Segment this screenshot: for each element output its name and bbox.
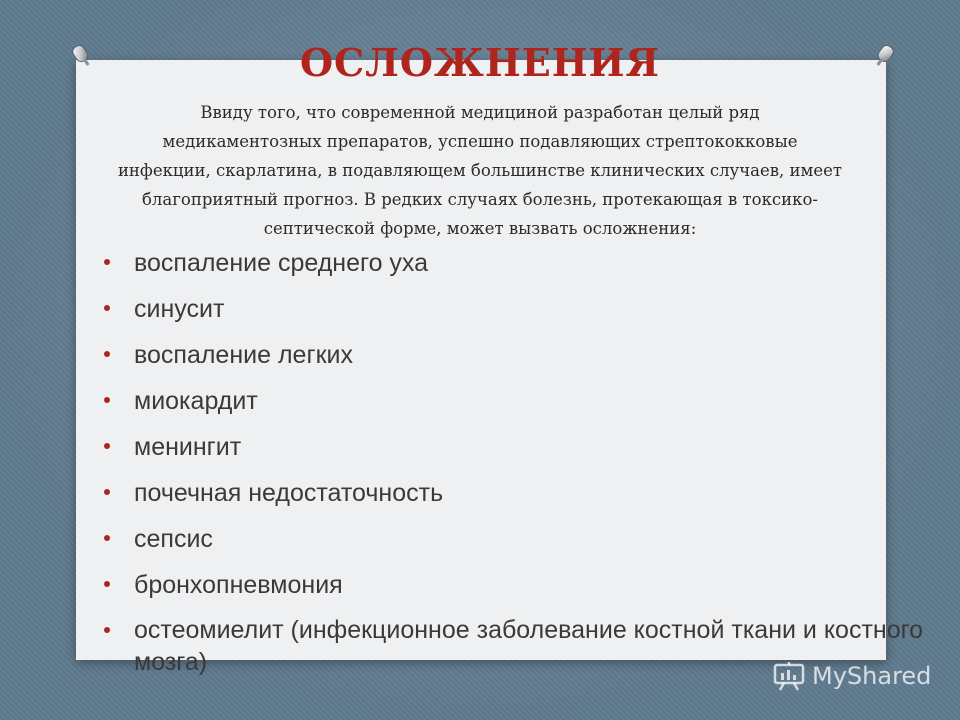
bullet-icon bbox=[104, 443, 110, 449]
list-item bbox=[104, 246, 960, 292]
list-item bbox=[104, 476, 960, 522]
bullet-icon bbox=[104, 397, 110, 403]
bullet-icon bbox=[104, 351, 110, 357]
intro-paragraph bbox=[8, 98, 952, 243]
list-item-text: сепсис bbox=[134, 525, 213, 553]
intro-line: инфекции, скарлатина, в подавляющем большинстве клинических случаев, имеет bbox=[117, 161, 843, 180]
list-item-text: остеомиелит (инфекционное заболевание костной ткани и костного мозга) bbox=[134, 616, 924, 676]
list-item-text: почечная недостаточность bbox=[134, 479, 444, 507]
list-item bbox=[104, 568, 960, 614]
presentation-board-icon bbox=[772, 659, 806, 693]
list-item-text: миокардит bbox=[134, 387, 258, 415]
bullet-icon bbox=[104, 259, 110, 265]
list-item bbox=[104, 338, 960, 384]
intro-line: благоприятный прогноз. В редких случаях болезнь, протекающая в токсико- bbox=[142, 190, 818, 209]
complications-list bbox=[104, 246, 960, 678]
intro-line: медикаментозных препаратов, успешно подавляющих стрептококковые bbox=[162, 132, 798, 151]
list-item-text: воспаление легких bbox=[134, 341, 353, 369]
bullet-icon bbox=[104, 489, 110, 495]
list-item bbox=[104, 430, 960, 476]
bullet-icon bbox=[104, 581, 110, 587]
list-item-text: бронхопневмония bbox=[134, 571, 343, 599]
list-item-text: менингит bbox=[134, 433, 242, 461]
intro-line: септической форме, может вызвать осложнения: bbox=[263, 219, 697, 238]
list-item-text: воспаление среднего уха bbox=[134, 249, 429, 277]
list-item bbox=[104, 292, 960, 338]
list-item-text: синусит bbox=[134, 295, 225, 323]
intro-line: Ввиду того, что современной медициной разработан целый ряд bbox=[200, 103, 760, 122]
slide-title: ОСЛОЖНЕНИЯ bbox=[299, 40, 661, 85]
bullet-icon bbox=[104, 627, 110, 633]
bullet-icon bbox=[104, 305, 110, 311]
watermark-text: MyShared bbox=[812, 662, 932, 690]
bullet-icon bbox=[104, 535, 110, 541]
list-item bbox=[104, 384, 960, 430]
list-item bbox=[104, 522, 960, 568]
watermark bbox=[772, 656, 931, 696]
